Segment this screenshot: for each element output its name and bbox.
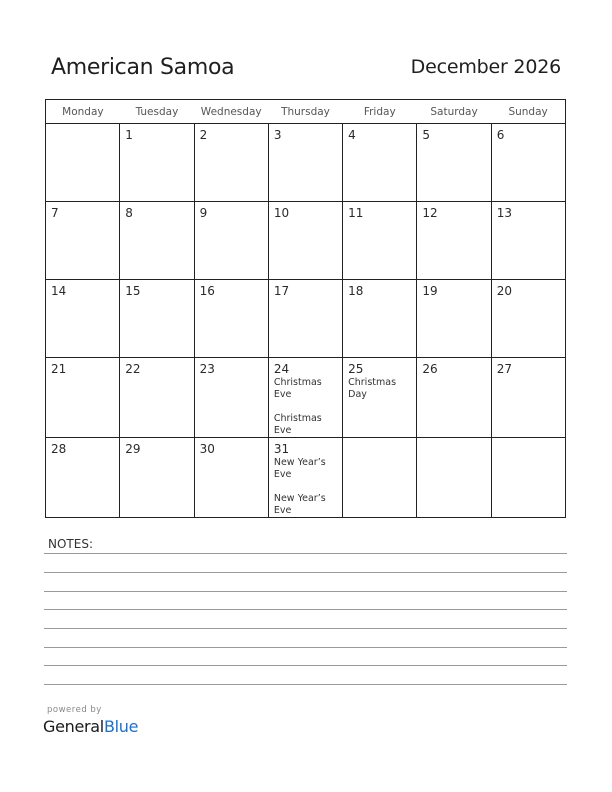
empty-day-cell [417,438,491,518]
day-number: 24 [273,362,290,376]
day-number: 30 [199,442,215,456]
day-number: 26 [422,362,438,376]
brand-general: General [43,717,104,736]
weekday-thursday: Thursday [268,100,342,124]
day-number: 17 [273,284,290,298]
holiday-label: Christmas Eve [273,413,322,436]
weekday-header-row [46,100,566,124]
day-cell[interactable] [491,124,565,202]
calendar-month-title: December 2026 [410,56,561,78]
day-number: 20 [496,284,512,298]
day-number: 1 [125,128,133,142]
day-cell[interactable] [46,358,120,438]
note-line[interactable] [44,591,567,592]
note-line[interactable] [44,609,567,610]
day-number: 13 [496,206,512,220]
day-cell[interactable] [268,358,342,438]
day-cell[interactable] [268,438,342,518]
week-row [46,124,566,202]
weekday-monday: Monday [46,100,120,124]
day-number: 2 [199,128,208,142]
day-cell[interactable] [491,202,565,280]
day-number: 10 [273,206,290,220]
holiday-label: New Year’s Eve [273,493,326,516]
calendar-grid [45,99,566,518]
day-cell[interactable] [417,202,491,280]
day-cell[interactable] [268,202,342,280]
empty-day-cell [491,438,565,518]
day-number: 11 [348,206,364,220]
holiday-label: New Year’s Eve [273,457,326,480]
powered-by-label: powered by [47,705,102,715]
day-cell[interactable] [194,358,268,438]
day-number: 25 [348,362,364,376]
day-number: 12 [422,206,438,220]
day-number: 19 [422,284,438,298]
day-cell[interactable] [491,358,565,438]
day-number: 18 [348,284,364,298]
brand-blue: Blue [103,717,139,736]
day-cell[interactable] [343,280,417,358]
day-number: 8 [125,206,133,220]
day-cell[interactable] [417,124,491,202]
week-row [46,280,566,358]
note-line[interactable] [44,684,567,685]
weekday-tuesday: Tuesday [120,100,194,124]
day-cell[interactable] [46,280,120,358]
holiday-label: Christmas Day [348,377,397,400]
weekday-saturday: Saturday [417,100,491,124]
day-number: 27 [496,362,512,376]
day-cell[interactable] [417,358,491,438]
day-number: 28 [51,442,67,456]
day-number: 29 [125,442,141,456]
notes-label: NOTES: [48,537,93,551]
calendar-weeks [46,124,566,518]
day-cell[interactable] [491,280,565,358]
day-cell[interactable] [417,280,491,358]
day-number: 7 [51,206,59,220]
day-cell[interactable] [268,124,342,202]
day-number: 21 [51,362,67,376]
day-cell[interactable] [343,202,417,280]
note-line[interactable] [44,628,567,629]
weekday-wednesday: Wednesday [194,100,268,124]
day-number: 3 [273,128,282,142]
day-number: 23 [199,362,215,376]
empty-day-cell [46,124,120,202]
note-line[interactable] [44,572,567,573]
day-number: 14 [51,284,67,298]
week-row [46,438,566,518]
day-cell[interactable] [120,202,194,280]
day-number: 9 [199,206,208,220]
weekday-friday: Friday [343,100,417,124]
note-line[interactable] [44,647,567,648]
week-row [46,358,566,438]
weekday-sunday: Sunday [491,100,565,124]
holiday-label: Christmas Eve [273,377,322,400]
empty-day-cell [343,438,417,518]
day-cell[interactable] [120,280,194,358]
day-number: 16 [199,284,215,298]
day-cell[interactable] [194,438,268,518]
day-cell[interactable] [194,124,268,202]
day-cell[interactable] [343,358,417,438]
day-cell[interactable] [120,438,194,518]
generalblue-logo[interactable] [43,717,138,736]
day-number: 15 [125,284,141,298]
day-number: 4 [348,128,356,142]
day-cell[interactable] [194,280,268,358]
calendar-region-title: American Samoa [51,55,235,80]
note-line[interactable] [44,665,567,666]
day-cell[interactable] [46,438,120,518]
day-cell[interactable] [46,202,120,280]
day-cell[interactable] [268,280,342,358]
day-number: 6 [496,128,505,142]
day-cell[interactable] [120,358,194,438]
day-number: 5 [422,128,431,142]
day-number: 31 [273,442,290,456]
day-cell[interactable] [343,124,417,202]
week-row [46,202,566,280]
day-number: 22 [125,362,141,376]
note-line[interactable] [44,553,567,554]
day-cell[interactable] [194,202,268,280]
day-cell[interactable] [120,124,194,202]
